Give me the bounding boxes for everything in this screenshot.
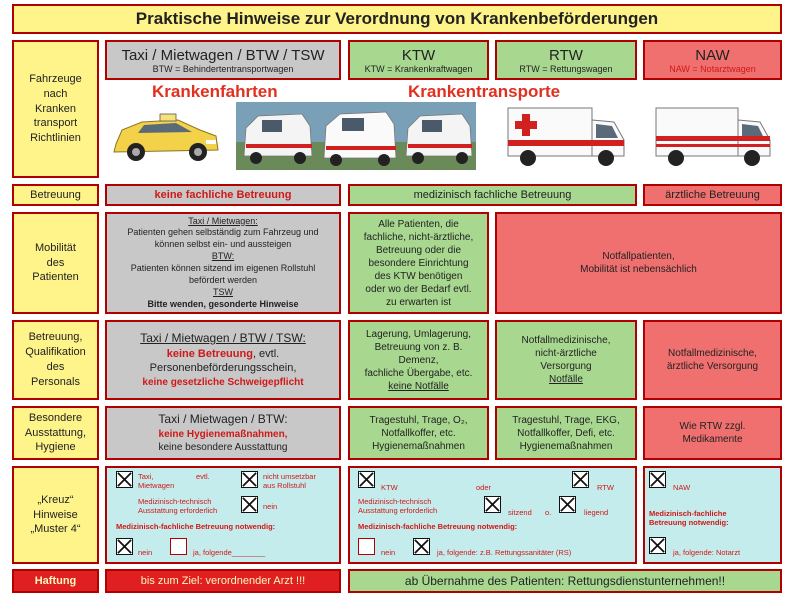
qualifikation-taxi: Taxi / Mietwagen / BTW / TSW: keine Betreuung, evtl. Personenbeförderungsschein, keine gesetzliche Schweigepflicht bbox=[105, 320, 341, 400]
checkbox-taxi-mietwagen[interactable] bbox=[116, 471, 133, 488]
row-label-ausstattung: Besondere Ausstattung, Hygiene bbox=[12, 406, 99, 460]
column-header-taxi: Taxi / Mietwagen / BTW / TSW BTW = Behindertentransportwagen bbox=[105, 40, 341, 80]
ausstattung-ktw: Tragestuhl, Trage, O₂, Notfallkoffer, etc. Hygienemaßnahmen bbox=[348, 406, 489, 460]
checkbox-ktw-betreuung-ja[interactable] bbox=[413, 538, 430, 555]
haftung-rettungsdienst: ab Übernahme des Patienten: Rettungsdienstunternehmen!! bbox=[348, 569, 782, 593]
checkbox-rtw[interactable] bbox=[572, 471, 589, 488]
page-title-box bbox=[12, 4, 782, 34]
row-label-fahrzeuge: Fahrzeuge nach Kranken transport Richtlinien bbox=[12, 40, 99, 178]
checkbox-sitzend[interactable] bbox=[484, 496, 501, 513]
checkbox-ktw-betreuung-nein[interactable] bbox=[358, 538, 375, 555]
betreuung-naw: ärztliche Betreuung bbox=[643, 184, 782, 206]
row-label-qualifikation: Betreuung, Qualifikation des Personals bbox=[12, 320, 99, 400]
row-label-betreuung: Betreuung bbox=[12, 184, 99, 206]
betreuung-taxi: keine fachliche Betreuung bbox=[105, 184, 341, 206]
checkbox-liegend[interactable] bbox=[559, 496, 576, 513]
checkbox-nicht-umsetzbar[interactable] bbox=[241, 471, 258, 488]
haftung-arzt: bis zum Ziel: verordnender Arzt !!! bbox=[105, 569, 341, 593]
banner-krankenfahrten: Krankenfahrten bbox=[152, 82, 278, 101]
column-header-rtw: RTW RTW = Rettungswagen bbox=[495, 40, 637, 80]
betreuung-ktw-rtw: medizinisch fachliche Betreuung bbox=[348, 184, 637, 206]
checkbox-taxi-betreuung-ja[interactable] bbox=[170, 538, 187, 555]
qualifikation-ktw: Lagerung, Umlagerung, Betreuung von z. B. Demenz, fachliche Übergabe, etc. keine Notfälle bbox=[348, 320, 489, 400]
mobilitaet-notfall: Notfallpatienten, Mobilität ist nebensächlich bbox=[495, 212, 782, 314]
banner-krankentransporte: Krankentransporte bbox=[408, 82, 561, 101]
page-title: Praktische Hinweise zur Verordnung von Krankenbeförderungen bbox=[135, 9, 659, 28]
ausstattung-rtw: Tragestuhl, Trage, EKG, Notfallkoffer, Defi, etc. Hygienemaßnahmen bbox=[495, 406, 637, 460]
mobilitaet-taxi: Taxi / Mietwagen: Patienten gehen selbständig zum Fahrzeug und können selbst ein- und aussteigen BTW: Patienten können sitzend im eigenen Rollstuhl befördert werden TSW Bitte wenden, gesonderte Hinweise bbox=[105, 212, 341, 314]
row-label-haftung: Haftung bbox=[12, 569, 99, 593]
checkbox-ktw[interactable] bbox=[358, 471, 375, 488]
qualifikation-naw: Notfallmedizinische, ärztliche Versorgung bbox=[643, 320, 782, 400]
mobilitaet-ktw: Alle Patienten, die fachliche, nicht-ärztliche, Betreuung oder die besondere Einrichtung des KTW benötigen oder wo der Bedarf evtl. zu erwarten ist bbox=[348, 212, 489, 314]
row-label-mobilitaet: Mobilität des Patienten bbox=[12, 212, 99, 314]
ambulances-image bbox=[236, 102, 476, 170]
rtw-image bbox=[502, 100, 630, 172]
qualifikation-rtw: Notfallmedizinische, nicht-ärztliche Versorgung Notfälle bbox=[495, 320, 637, 400]
taxi-image bbox=[108, 100, 224, 172]
checkbox-taxi-betreuung-nein[interactable] bbox=[116, 538, 133, 555]
row-label-kreuz: „Kreuz“ Hinweise „Muster 4“ bbox=[12, 466, 99, 564]
checkbox-taxi-technik-nein[interactable] bbox=[241, 496, 258, 513]
checkbox-naw-betreuung-ja[interactable] bbox=[649, 537, 666, 554]
column-header-naw: NAW NAW = Notarztwagen bbox=[643, 40, 782, 80]
checkbox-naw[interactable] bbox=[649, 471, 666, 488]
ausstattung-naw: Wie RTW zzgl. Medikamente bbox=[643, 406, 782, 460]
ausstattung-taxi: Taxi / Mietwagen / BTW: keine Hygienemaßnahmen, keine besondere Ausstattung bbox=[105, 406, 341, 460]
column-header-ktw: KTW KTW = Krankenkraftwagen bbox=[348, 40, 489, 80]
naw-image bbox=[652, 100, 776, 172]
